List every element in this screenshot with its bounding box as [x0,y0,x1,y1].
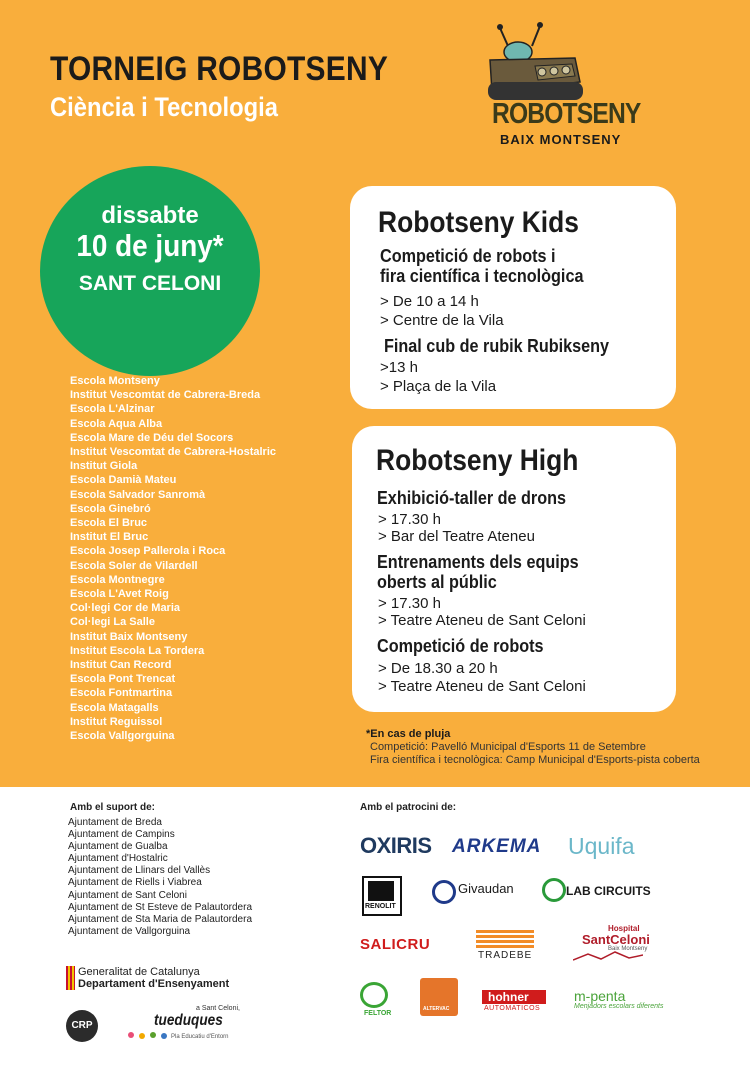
poster-subtitle: Ciència i Tecnologia [50,92,278,122]
school-item: Escola Matagalls [70,701,159,714]
crp-logo: CRP [66,1010,98,1042]
robotseny-logo [480,20,670,150]
school-item: Institut El Bruc [70,531,149,544]
school-item: Escola Fontmartina [70,687,173,700]
tradebe-icon [476,928,534,948]
support-item: Ajuntament de Breda [68,817,162,828]
robotseny-logo-text: ROBOTSENY [492,98,641,130]
rubik-final-title: Final cub de rubik Rubikseny [384,336,610,356]
support-item: Ajuntament de Campins [68,829,175,841]
renolit-text: RENOLIT [365,903,396,910]
date-day: dissabte [101,202,199,229]
rain-note [366,728,700,767]
support-item: Ajuntament de Llinars del Vallès [68,865,211,877]
drones-title: Exhibició-taller de drons [377,488,567,508]
school-item: Institut Reguissol [70,715,163,728]
rubik-final-time: >13 h [380,359,418,376]
rain-note-heading: *En cas de pluja [366,728,451,740]
school-item: Escola Montseny [70,375,160,387]
support-item: Ajuntament de Gualba [68,841,168,853]
hohner-text: hohner [488,990,529,1004]
school-list [70,374,276,743]
m-penta-logo: m-penta [574,988,626,1004]
date-text: 10 de juny* [76,228,224,263]
robot-competition-place: > Teatre Ateneu de Sant Celoni [378,678,586,695]
training-title-line2: oberts al públic [377,572,497,592]
support-list [68,817,252,938]
training-title-line1: Entrenaments dels equips [377,552,579,572]
school-item: Escola Ginebró [70,502,151,515]
school-item: Escola Soler de Vilardell [70,559,198,572]
school-item: Escola Vallgorguina [70,730,175,743]
rain-note-line2: Fira científica i tecnològica: Camp Municipal d'Esports-pista coberta [370,754,700,766]
kids-competition-time: > De 10 a 14 h [380,293,479,310]
givaudan-logo: Givaudan [458,881,514,896]
school-item: Escola L'Alzinar [70,403,155,416]
tradebe-logo: TRADEBE [478,950,533,961]
rubik-final-place: > Plaça de la Vila [380,378,497,395]
hospital-logo-line3: Baix Montseny [608,946,648,952]
school-item: Escola Damià Mateu [70,474,177,487]
kids-competition-title-line2: fira científica i tecnològica [380,266,584,286]
date-place: SANT CELONI [78,272,222,295]
support-item: Ajuntament de St Esteve de Palautordera [68,901,253,913]
school-item: Escola Pont Trencat [70,673,176,686]
feltor-logo: FELTOR [364,1010,392,1017]
support-item: Ajuntament d'Hostalric [68,853,168,865]
hohner-logo [482,990,546,1004]
school-item: Escola L'Avet Roig [70,588,169,601]
school-item: Institut Vescomtat de Cabrera-Breda [70,389,261,402]
school-item: Institut Giola [70,460,138,473]
school-item: Escola Mare de Déu del Socors [70,431,234,444]
generalitat-logo [66,966,75,990]
school-item: Escola Josep Pallerola i Roca [70,545,226,558]
renolit-logo [362,876,402,916]
kids-panel [350,186,676,409]
school-item: Escola Salvador Sanromà [70,488,206,501]
salicru-logo: SALICRU [360,936,431,953]
high-title: Robotseny High [376,444,579,477]
generalitat-line1: Generalitat de Catalunya [78,966,200,978]
support-item: Ajuntament de Sta Maria de Palautordera [68,913,252,925]
hospital-mountain-icon [573,950,643,962]
poster-title: TORNEIG ROBOTSENY [50,50,389,88]
support-heading: Amb el suport de: [70,802,156,813]
kids-competition-place: > Centre de la Vila [380,312,504,329]
school-item: Institut Can Record [70,659,172,672]
lab-circuits-logo: LAB CIRCUITS [566,884,651,898]
tueduques-top: a Sant Celoni, [196,1005,240,1012]
school-item: Col·legi Cor de Maria [70,602,181,615]
support-item: Ajuntament de Sant Celoni [68,889,187,901]
robot-competition-time: > De 18.30 a 20 h [378,660,498,677]
sponsors-heading: Amb el patrocini de: [360,802,457,813]
school-item: Institut Escola La Tordera [70,644,205,657]
altervac-text: ALTERVAC [423,1006,450,1012]
feltor-icon [360,982,388,1008]
school-item: Institut Vescomtat de Cabrera-Hostalric [70,446,277,459]
rain-note-line1: Competició: Pavelló Municipal d'Esports 11 de Setembre [370,741,646,753]
tueduques-logo [126,1005,246,1045]
oxiris-logo: OXIRIS [360,833,432,858]
baix-montseny-text: BAIX MONTSENY [500,132,622,147]
support-item: Ajuntament de Riells i Viabrea [68,877,202,889]
generalitat-text [78,966,229,990]
training-time: > 17.30 h [378,595,441,612]
drones-place: > Bar del Teatre Ateneu [378,528,535,545]
training-place: > Teatre Ateneu de Sant Celoni [378,612,586,629]
arkema-logo: ARKEMA [452,836,542,857]
tueduques-main: tueduques [154,1012,223,1029]
school-item: Institut Baix Montseny [70,630,188,643]
school-item: Escola Aqua Alba [70,417,163,430]
hohner-subtext: AUTOMATICOS [484,1005,541,1012]
givaudan-icon [432,880,456,904]
lab-circuits-icon [542,878,566,902]
m-penta-subtext: Menjadors escolars diferents [574,1003,664,1010]
drones-time: > 17.30 h [378,511,441,528]
hospital-logo-line2: SantCeloni [582,932,650,947]
kids-title: Robotseny Kids [378,206,579,239]
altervac-logo [420,978,458,1016]
school-item: Escola El Bruc [70,517,148,530]
support-item: Ajuntament de Vallgorguina [68,925,191,937]
date-badge [40,166,260,376]
generalitat-line2: Departament d'Ensenyament [78,978,230,990]
kids-competition-title-line1: Competició de robots i [380,246,556,266]
hospital-logo-line1: Hospital [608,924,640,933]
school-item: Col·legi La Salle [70,616,155,629]
high-panel [352,426,676,712]
tueduques-bottom: Pla Educatiu d'Entorn [171,1034,229,1040]
school-item: Escola Montnegre [70,573,165,586]
robot-competition-title: Competició de robots [377,636,544,656]
uquifa-logo: Uquifa [568,833,635,859]
